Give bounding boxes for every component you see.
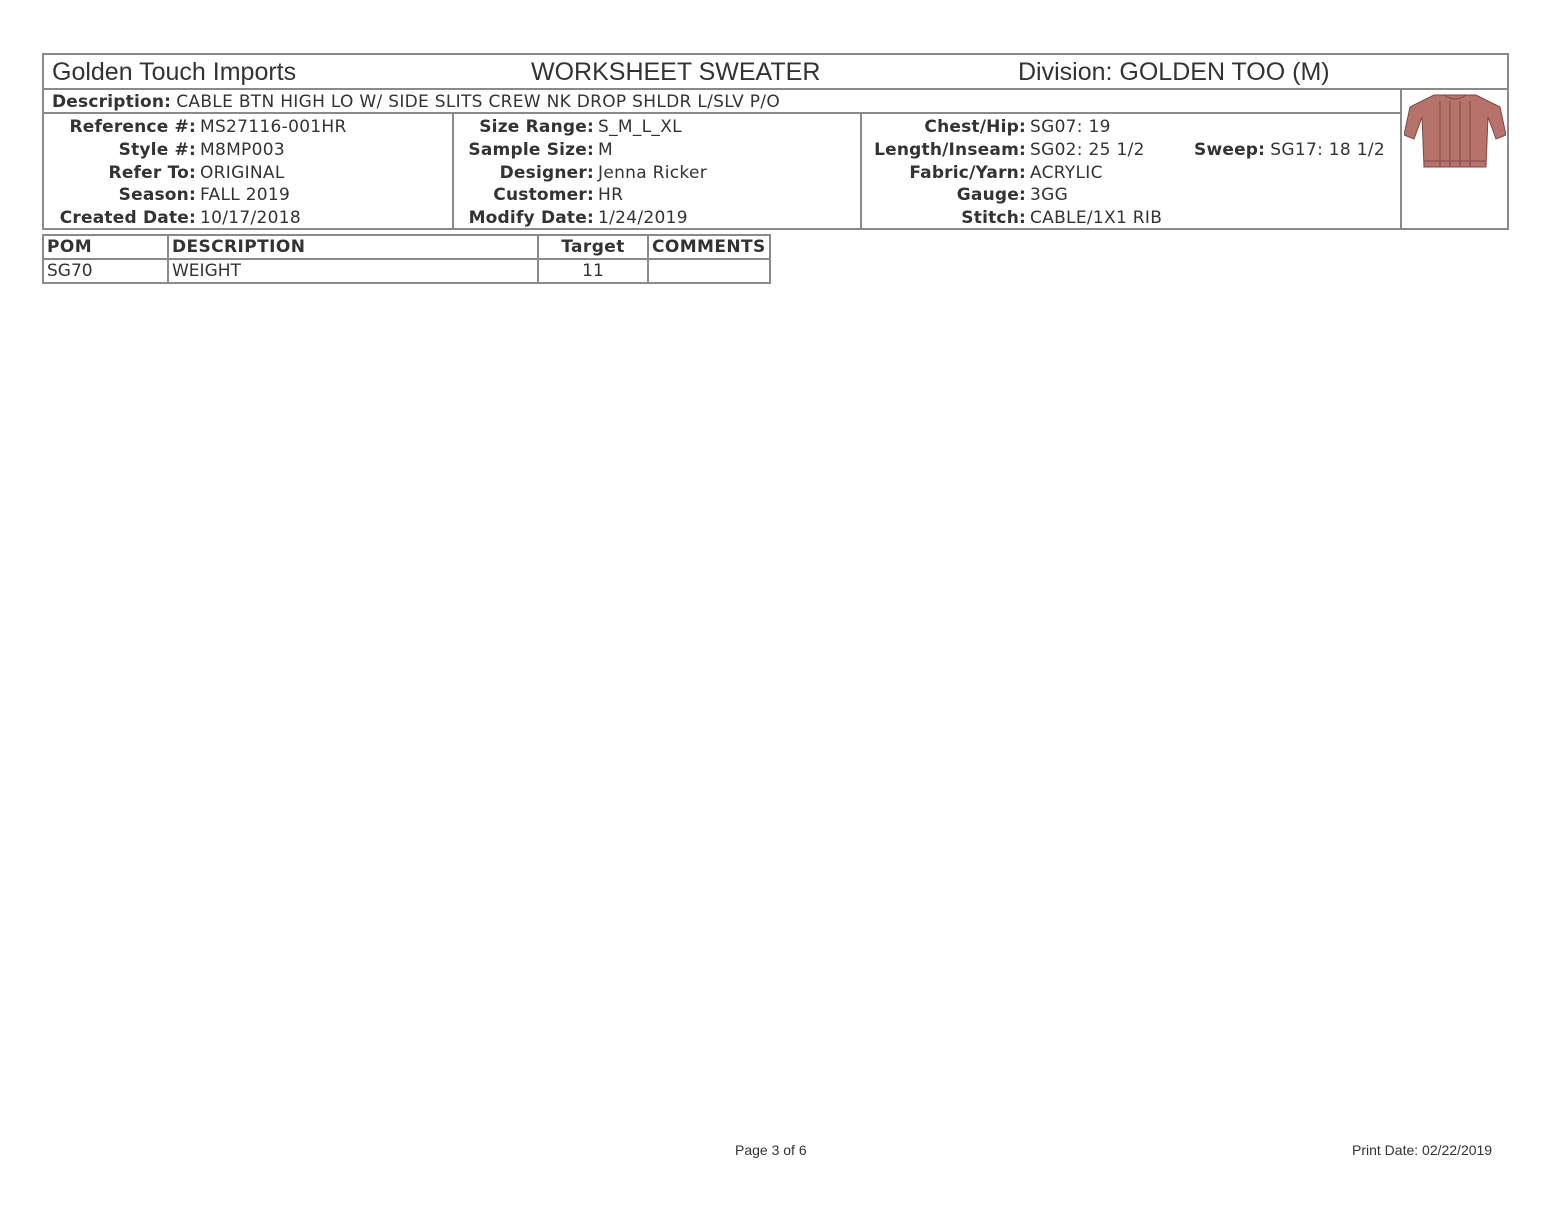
chest-hip-value: SG07: 19 — [1030, 117, 1111, 137]
gauge-value: 3GG — [1030, 185, 1069, 206]
col3-labels — [862, 116, 1026, 230]
modify-date-label: Modify Date: — [468, 208, 594, 229]
chest-hip-label: Chest/Hip: — [924, 117, 1026, 137]
style-value: M8MP003 — [200, 139, 285, 160]
fabric-yarn-value: ACRYLIC — [1030, 162, 1103, 183]
pom-cell: SG70 — [43, 259, 168, 283]
season-value: FALL 2019 — [200, 185, 291, 206]
sweater-icon — [1404, 91, 1506, 171]
sample-size-value: M — [598, 139, 613, 160]
pom-header: POM — [43, 235, 168, 259]
description-value: CABLE BTN HIGH LO W/ SIDE SLITS CREW NK DROP SHLDR L/SLV P/O — [176, 92, 781, 112]
document-title: WORKSHEET SWEATER — [531, 58, 821, 86]
customer-value: HR — [598, 185, 624, 206]
designer-label: Designer: — [499, 162, 594, 183]
page-number: Page 3 of 6 — [735, 1142, 807, 1158]
season-label: Season: — [118, 185, 196, 206]
division: Division: GOLDEN TOO (M) — [1018, 58, 1330, 86]
pom-table — [42, 234, 771, 284]
size-range-value: S_M_L_XL — [598, 117, 682, 137]
fabric-yarn-label: Fabric/Yarn: — [909, 162, 1026, 183]
sweep-row — [1194, 139, 1385, 162]
comments-cell — [648, 259, 770, 283]
col2-labels — [454, 116, 594, 230]
target-cell: 11 — [538, 259, 648, 283]
col3-values — [1030, 116, 1162, 230]
table-header-row — [43, 235, 770, 259]
style-label: Style #: — [118, 139, 196, 160]
reference-value: MS27116-001HR — [200, 117, 347, 137]
length-inseam-label: Length/Inseam: — [874, 139, 1026, 160]
refer-to-value: ORIGINAL — [200, 162, 285, 183]
sweater-thumbnail — [1404, 91, 1506, 171]
gauge-label: Gauge: — [956, 185, 1026, 206]
description-row — [52, 92, 780, 112]
created-date-value: 10/17/2018 — [200, 208, 301, 229]
created-date-label: Created Date: — [59, 208, 196, 229]
worksheet-header — [42, 53, 1509, 230]
print-date: Print Date: 02/22/2019 — [1352, 1142, 1493, 1158]
sweep-value: SG17: 18 1/2 — [1270, 140, 1386, 160]
col1-labels — [44, 116, 196, 230]
length-inseam-value: SG02: 25 1/2 — [1030, 139, 1145, 160]
stitch-value: CABLE/1X1 RIB — [1030, 208, 1163, 229]
comments-header: COMMENTS — [648, 235, 770, 259]
stitch-label: Stitch: — [961, 208, 1026, 229]
refer-to-label: Refer To: — [108, 162, 196, 183]
sample-size-label: Sample Size: — [468, 139, 594, 160]
sweep-label: Sweep: — [1194, 140, 1266, 160]
modify-date-value: 1/24/2019 — [598, 208, 688, 229]
customer-label: Customer: — [493, 185, 594, 206]
table-row — [43, 259, 770, 283]
company-name: Golden Touch Imports — [52, 58, 297, 86]
size-range-label: Size Range: — [479, 117, 594, 137]
reference-label: Reference #: — [69, 117, 196, 137]
col2-values — [598, 116, 707, 230]
target-header: Target — [538, 235, 648, 259]
col1-values — [200, 116, 347, 230]
description-cell: WEIGHT — [168, 259, 538, 283]
description-label: Description: — [52, 92, 172, 112]
designer-value: Jenna Ricker — [598, 162, 708, 183]
description-header: DESCRIPTION — [168, 235, 538, 259]
